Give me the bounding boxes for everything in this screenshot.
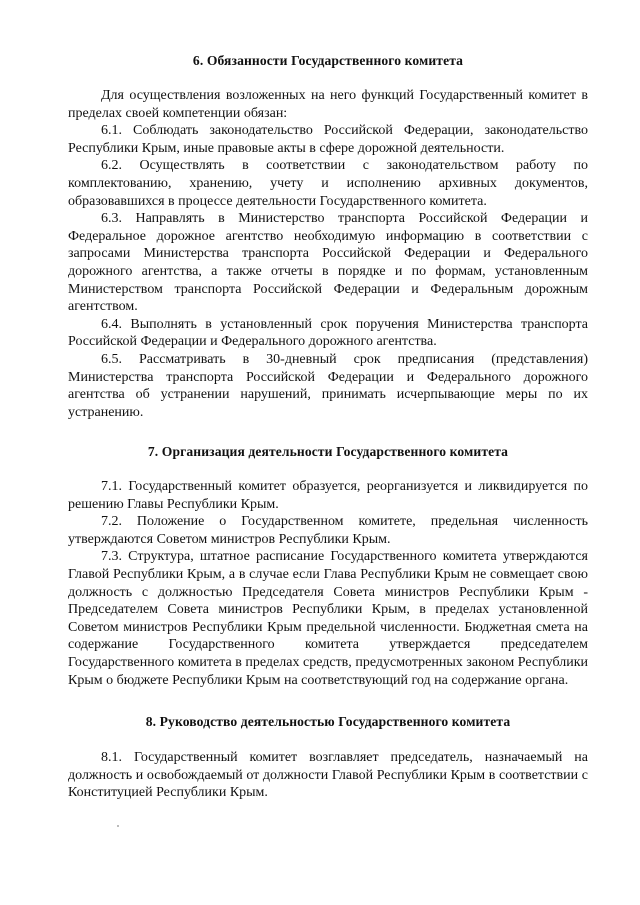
section-8-heading: 8. Руководство деятельностью Государственного комитета: [145, 714, 511, 729]
section-6-intro: Для осуществления возложенных на него функций Государственный комитет в пределах своей компетенции обязан:: [68, 88, 588, 121]
section-7-heading: 7. Организация деятельности Государственного комитета: [147, 444, 509, 459]
section-6-body: [68, 87, 588, 421]
clause-6-1: 6.1. Соблюдать законодательство Российской Федерации, законодательство Республики Крым, иные правовые акты в сфере дорожной деятельности.: [68, 123, 588, 156]
section-6-heading: 6. Обязанности Государственного комитета: [192, 53, 464, 68]
clause-6-2: 6.2. Осуществлять в соответствии с законодательством работу по комплектованию, хранению, учету и исполнению архивных документов, образовавшихся в процессе деятельности Государственного комитета.: [68, 158, 588, 209]
clause-6-5: 6.5. Рассматривать в 30-дневный срок предписания (представления) Министерства транспорта Российской Федерации и Федерального дорожного агентства об устранении нарушений, принимать исчерпывающие меры по их устранению.: [68, 351, 588, 420]
clause-6-3: 6.3. Направлять в Министерство транспорта Российской Федерации и Федеральное дорожное агентство необходимую информацию в соответствии с запросами Министерства транспорта Российской Федерации и Федерального дорожного агентства, а также отчеты в порядке и по формам, установленным Министерством транспорта Российской Федерации и Федеральным дорожным агентством.: [68, 211, 588, 315]
section-8-body: [68, 749, 588, 802]
scan-speck: [117, 825, 119, 827]
section-7-body: [68, 478, 588, 689]
clause-7-1: 7.1. Государственный комитет образуется, реорганизуется и ликвидируется по решению Главы Республики Крым.: [68, 479, 588, 512]
clause-6-4: 6.4. Выполнять в установленный срок поручения Министерства транспорта Российской Федерации и Федерального дорожного агентства.: [68, 316, 588, 350]
clause-7-3: 7.3. Структура, штатное расписание Государственного комитета утверждаются Главой Республики Крым, а в случае если Глава Республики Крым не совмещает свою должность с должностью Председателя Совета министров Республики Крым - Председателем Совета министров Республики Крым, в пределах установленной Советом министров Республики Крым предельной численности. Бюджетная смета на содержание Государственного комитета утверждается председателем Государственного комитета в пределах средств, предусмотренных законом Республики Крым о бюджете Республики Крым на соответствующий год на содержание органа.: [68, 549, 588, 688]
clause-7-2: 7.2. Положение о Государственном комитете, предельная численность утверждаются Советом министров Республики Крым.: [68, 514, 588, 547]
clause-8-1: 8.1. Государственный комитет возглавляет председатель, назначаемый на должность и освобождаемый от должности Главой Республики Крым в соответствии с Конституцией Республики Крым.: [68, 750, 588, 801]
